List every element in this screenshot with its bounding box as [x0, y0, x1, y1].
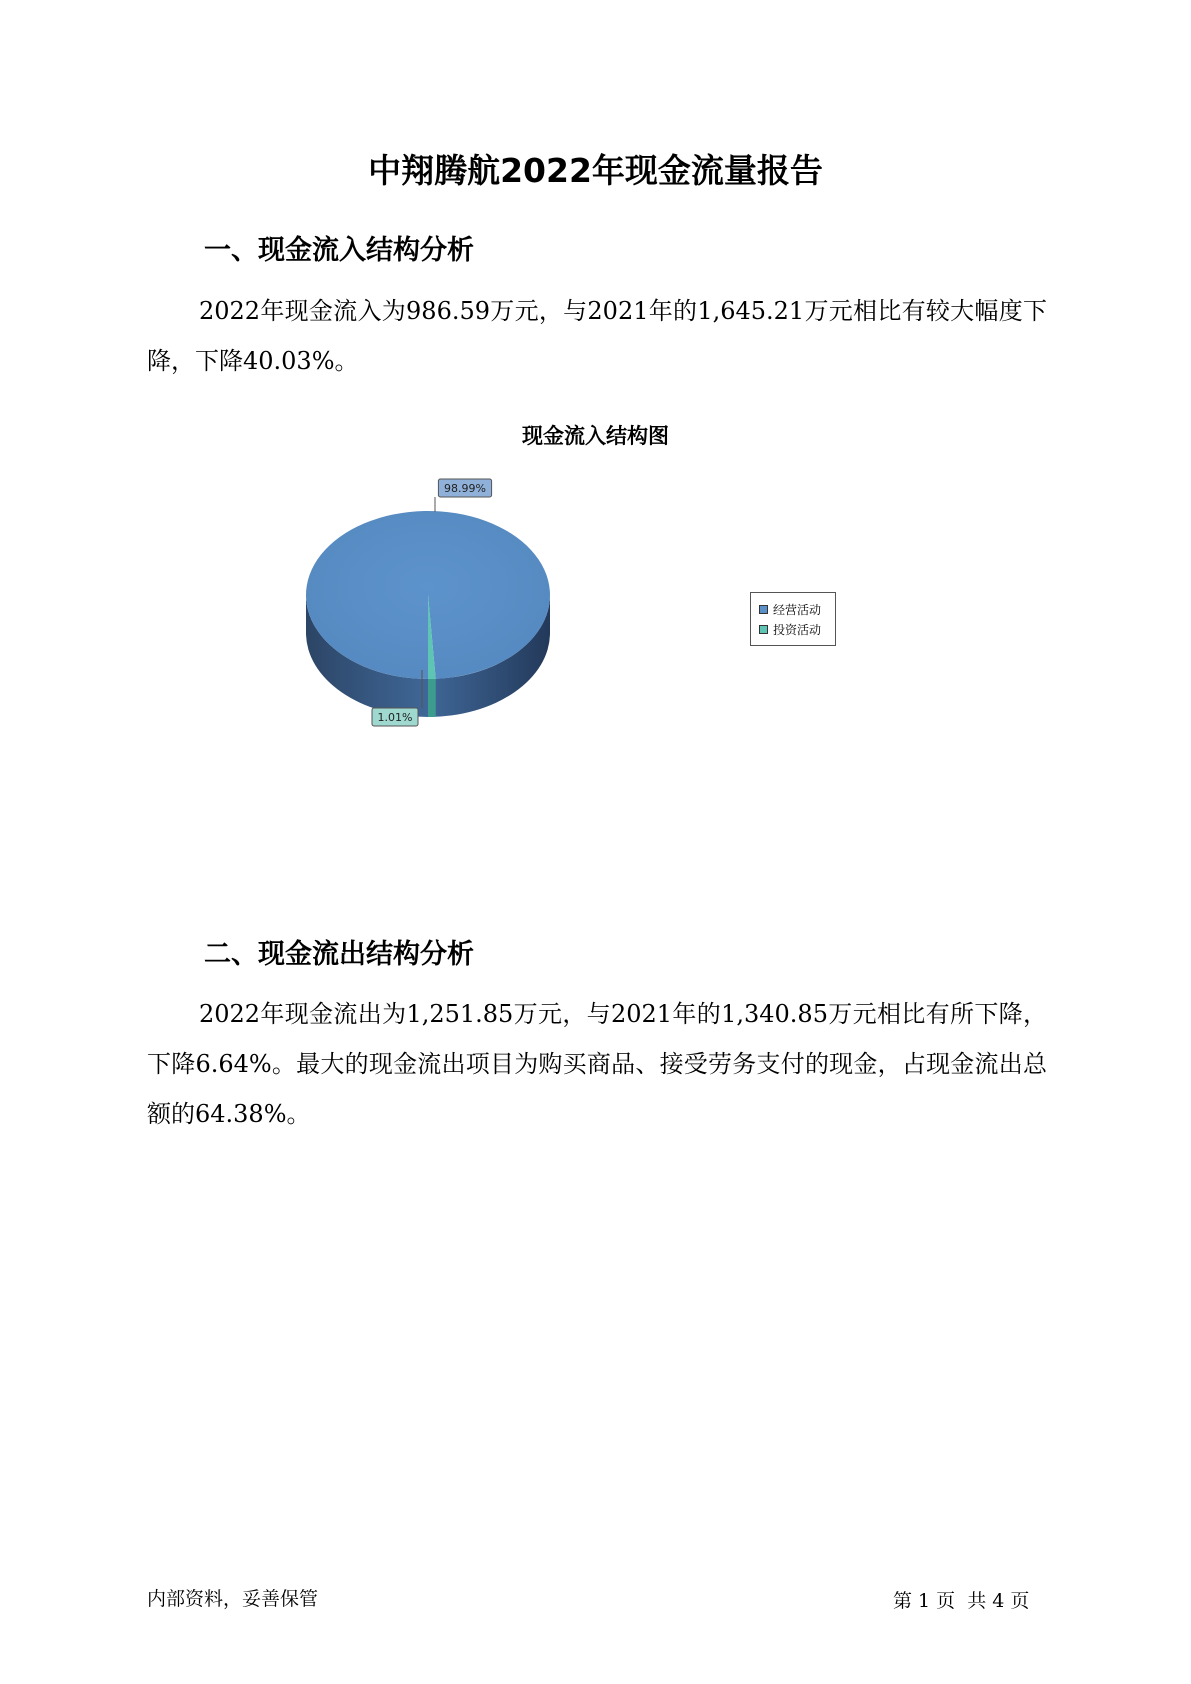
section-heading-outflow: 二、现金流出结构分析	[204, 939, 474, 970]
chart-title: 现金流入结构图	[522, 424, 669, 448]
legend-item	[759, 619, 835, 639]
section-paragraph-inflow: 2022年现金流入为986.59万元，与2021年的1,645.21万元相比有较大幅度下降，下降40.03%。	[147, 297, 1047, 375]
pie-chart	[290, 470, 590, 740]
legend-swatch	[759, 625, 768, 634]
legend-label: 经营活动	[773, 602, 822, 617]
section-paragraph-outflow: 2022年现金流出为1,251.85万元，与2021年的1,340.85万元相比有所下降，下降6.64%。最大的现金流出项目为购买商品、接受劳务支付的现金，占现金流出总额的64.38%。	[147, 1000, 1047, 1128]
footer-confidential-note: 内部资料，妥善保管	[147, 1588, 319, 1610]
pie-slice-side-invest	[428, 679, 436, 717]
pie-slice-operating	[306, 511, 550, 679]
pie-label-invest: 1.01%	[377, 711, 413, 724]
section-heading-inflow: 一、现金流入结构分析	[204, 235, 474, 266]
legend-swatch	[759, 605, 768, 614]
footer-page-number: 第 1 页 共 4 页	[893, 1590, 1030, 1612]
legend-label: 投资活动	[773, 622, 822, 637]
document-title: 中翔腾航2022年现金流量报告	[368, 151, 823, 190]
chart-legend	[750, 592, 836, 646]
legend-item	[759, 599, 835, 619]
pie-label-operating: 98.99%	[444, 482, 486, 495]
